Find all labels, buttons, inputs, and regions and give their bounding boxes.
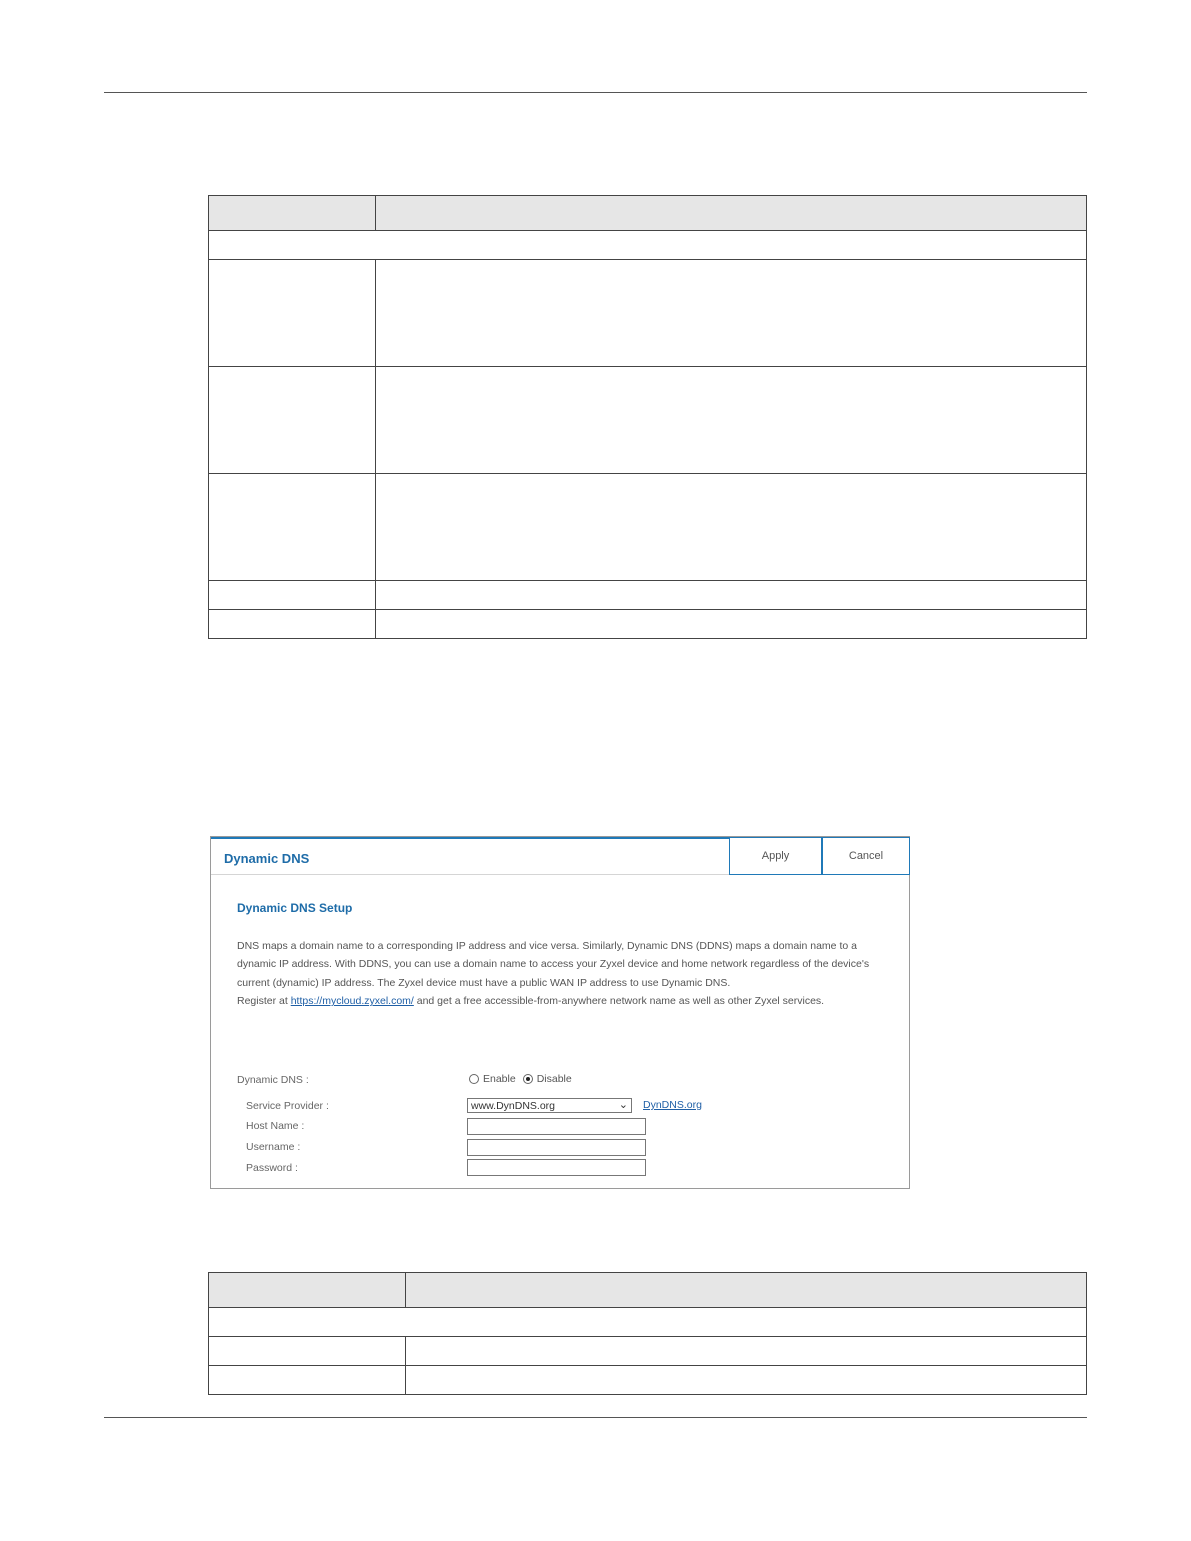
table-cell-label — [209, 581, 376, 610]
dynamic-dns-radio-group — [469, 1073, 579, 1085]
username-label: Username : — [246, 1141, 301, 1153]
table-section-cell — [209, 1308, 1087, 1337]
table-cell-label — [209, 1366, 406, 1395]
table-row — [209, 474, 1087, 581]
table-cell-label — [209, 367, 376, 474]
mycloud-link[interactable]: https://mycloud.zyxel.com/ — [290, 995, 414, 1008]
table-cell-description — [406, 1366, 1087, 1395]
table-cell-description — [376, 260, 1087, 367]
disable-radio-label[interactable]: Disable — [536, 1073, 572, 1085]
service-provider-label: Service Provider : — [246, 1100, 329, 1112]
table-cell-label — [209, 260, 376, 367]
dynamic-dns-label: Dynamic DNS : — [237, 1074, 309, 1086]
password-label: Password : — [246, 1162, 298, 1174]
table-cell-description — [376, 610, 1087, 639]
cancel-button[interactable]: Cancel — [822, 837, 910, 875]
host-name-label: Host Name : — [246, 1120, 305, 1132]
table-row — [209, 610, 1087, 639]
table-header-row — [209, 1273, 1087, 1308]
description-table-bottom — [208, 1272, 1087, 1395]
enable-radio-label[interactable]: Enable — [483, 1073, 516, 1085]
table-row — [209, 581, 1087, 610]
table-row — [209, 1366, 1087, 1395]
table-header-label — [209, 196, 376, 231]
panel-title: Dynamic DNS — [224, 851, 310, 866]
table-section-row — [209, 231, 1087, 260]
table-header-label — [209, 1273, 406, 1308]
table-row — [209, 367, 1087, 474]
description-paragraph: DNS maps a domain name to a corresponding IP address and vice versa. Similarly, Dynamic DNS (DDNS) maps a domain name to a dynamic IP address. With DDNS, you can use a domain name to access your Zyxel device and home network regardless of the device's current (dynamic) IP address. The Zyxel device must have a public WAN IP address to use Dynamic DNS. — [237, 940, 870, 989]
service-provider-select[interactable] — [467, 1098, 632, 1113]
dynamic-dns-panel — [210, 836, 910, 1189]
table-cell-label — [209, 474, 376, 581]
enable-radio[interactable] — [469, 1074, 479, 1084]
service-provider-value: www.DynDNS.org — [471, 1099, 556, 1112]
register-prefix: Register at — [237, 995, 291, 1008]
panel-header — [211, 837, 909, 875]
table-header-row — [209, 196, 1087, 231]
table-row — [209, 260, 1087, 367]
chevron-down-icon: ⌄ — [618, 1099, 628, 1111]
description-text — [237, 937, 887, 1011]
section-title: Dynamic DNS Setup — [237, 901, 353, 915]
table-cell-description — [376, 581, 1087, 610]
table-cell-label — [209, 610, 376, 639]
table-cell-label — [209, 1337, 406, 1366]
password-input[interactable] — [467, 1159, 646, 1176]
username-input[interactable] — [467, 1139, 646, 1156]
page-header-rule — [104, 92, 1087, 93]
page-footer-rule — [104, 1417, 1087, 1418]
table-cell-description — [406, 1337, 1087, 1366]
table-section-cell — [209, 231, 1087, 260]
table-section-row — [209, 1308, 1087, 1337]
register-suffix: and get a free accessible-from-anywhere network name as well as other Zyxel services. — [413, 995, 825, 1008]
table-header-description — [406, 1273, 1087, 1308]
disable-radio[interactable] — [523, 1074, 533, 1084]
table-row — [209, 1337, 1087, 1366]
apply-button[interactable]: Apply — [729, 837, 822, 875]
table-cell-description — [376, 474, 1087, 581]
provider-link[interactable]: DynDNS.org — [643, 1099, 702, 1111]
table-cell-description — [376, 367, 1087, 474]
table-header-description — [376, 196, 1087, 231]
description-table-top — [208, 195, 1087, 639]
host-name-input[interactable] — [467, 1118, 646, 1135]
